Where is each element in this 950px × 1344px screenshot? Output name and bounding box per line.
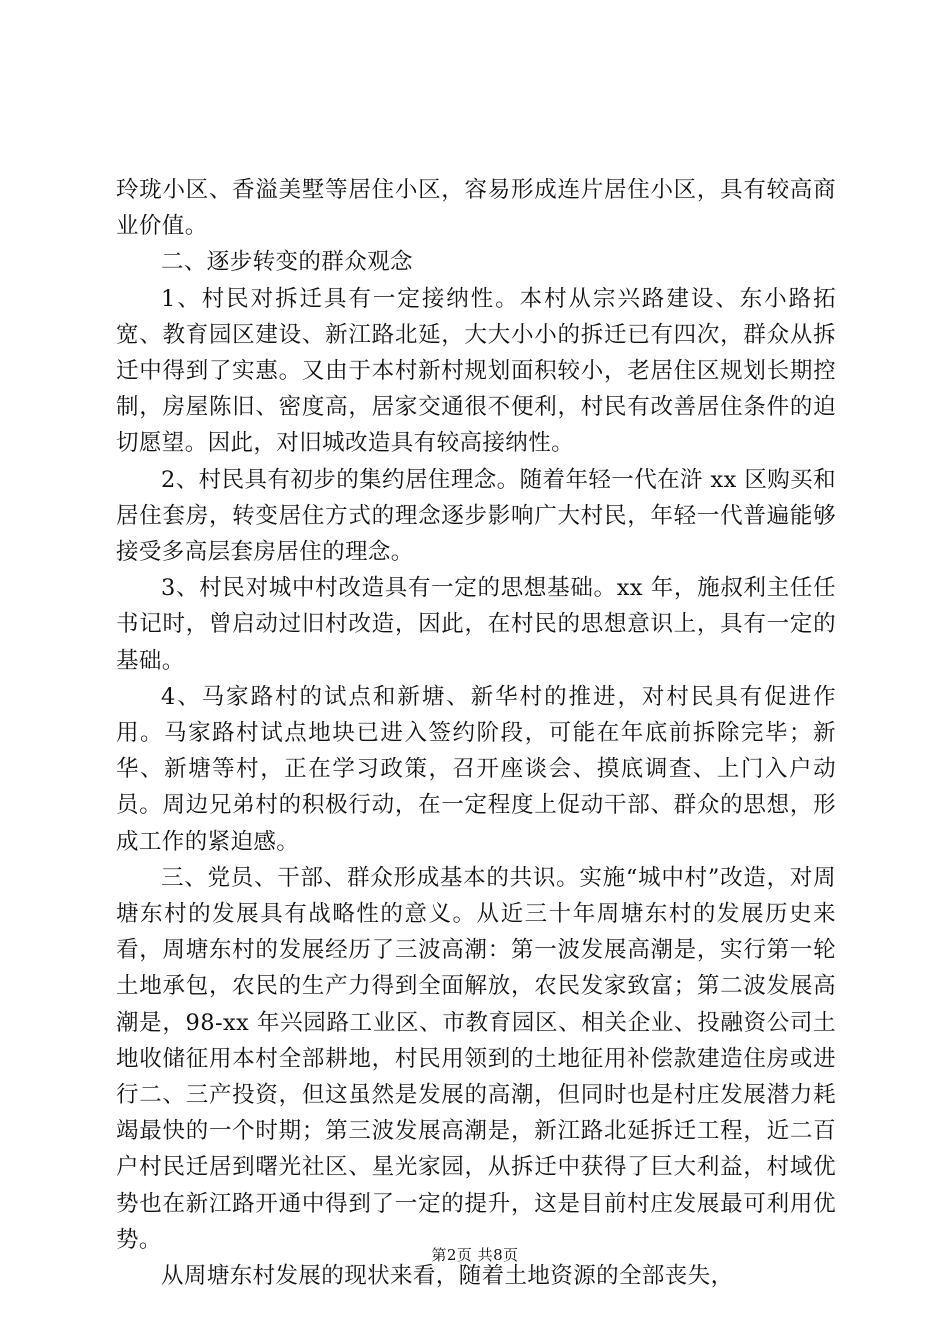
paragraph-item-1: 1、村民对拆迁具有一定接纳性。本村从宗兴路建设、东小路拓宽、教育园区建设、新江路北延，大大小小的拆迁已有四次，群众从拆迁中得到了实惠。又由于本村新村规划面积较小，老居住区规划长期控制，房屋陈旧、密度高，居家交通很不便利，村民有改善居住条件的迫切愿望。因此，对旧城改造具有较高接纳性。	[116, 285, 836, 457]
page-footer	[0, 1244, 950, 1265]
section-heading-2: 二、逐步转变的群众观念	[161, 249, 413, 276]
section-3-paragraph: 三、党员、干部、群众形成基本的共识。实施“城中村”改造，对周塘东村的发展具有战略性的意义。从近三十年周塘东村的发展历史来看，周塘东村的发展经历了三波高潮：第一波发展高潮是，实行第一轮土地承包，农民的生产力得到全面解放，农民发家致富；第二波发展高潮是，98-xx 年兴园路工业区、市教育园区、相关企业、投融资公司土地收储征用本村全部耕地，村民用领到的土地征用补偿款建造住房或进行二、三产投资，但这虽然是发展的高潮，但同时也是村庄发展潜力耗竭最快的一个时期；第三波发展高潮是，新江路北延拆迁工程，近二百户村民迁居到曙光社区、星光家园，从拆迁中获得了巨大利益，村域优势也在新江路开通中得到了一定的提升，这是目前村庄发展最可利用优势。	[116, 864, 836, 1253]
paragraph-current-status: 从周塘东村发展的现状来看，随着土地资源的全部丧失，	[161, 1263, 734, 1290]
paragraph-item-4: 4、马家路村的试点和新塘、新华村的推进，对村民具有促进作用。马家路村试点地块已进入签约阶段，可能在年底前拆除完毕；新华、新塘等村，正在学习政策，召开座谈会、摸底调查、上门入户动员。周边兄弟村的积极行动，在一定程度上促动干部、群众的思想，形成工作的紧迫感。	[116, 683, 836, 855]
paragraph-item-3: 3、村民对城中村改造具有一定的思想基础。xx 年，施叔利主任任书记时，曾启动过旧村改造，因此，在村民的思想意识上，具有一定的基础。	[116, 575, 836, 674]
paragraph-item-2: 2、村民具有初步的集约居住理念。随着年轻一代在浒 xx 区购买和居住套房，转变居住方式的理念逐步影响广大村民，年轻一代普遍能够接受多高层套房居住的理念。	[116, 466, 836, 566]
document-body	[116, 172, 836, 1294]
page-number-label: 第2页 共8页	[431, 1246, 519, 1264]
paragraph-continuation: 玲珑小区、香溢美墅等居住小区，容易形成连片居住小区，具有较高商业价值。	[116, 177, 836, 240]
